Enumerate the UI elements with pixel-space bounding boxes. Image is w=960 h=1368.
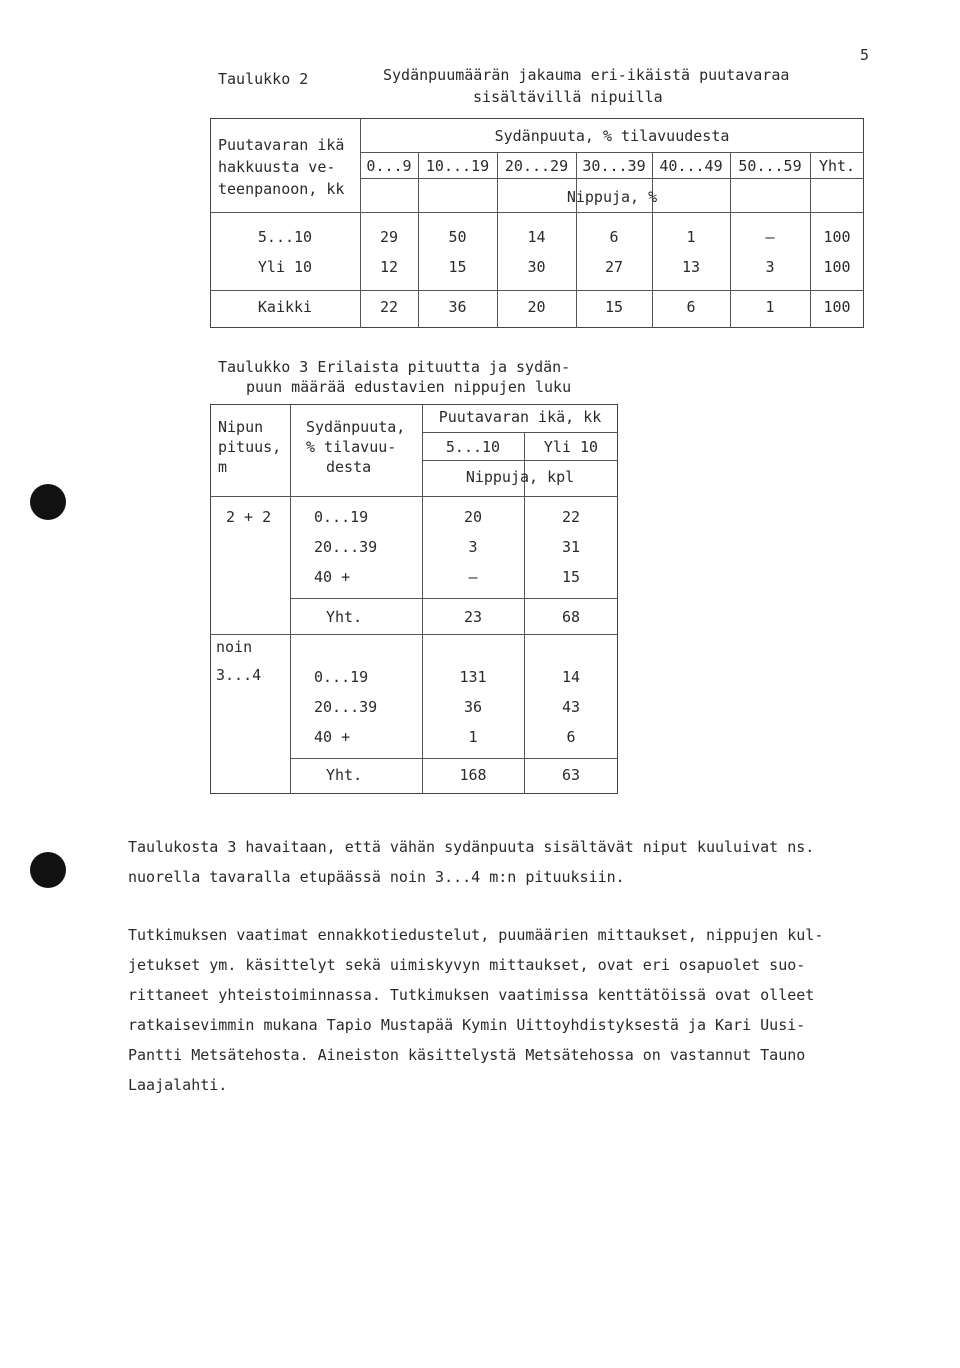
paragraph-1 — [128, 832, 898, 892]
page-number: 5 — [860, 46, 870, 64]
table2-cell: 15 — [448, 258, 467, 276]
table3-cell: 31 — [561, 538, 581, 556]
table2-cell: 22 — [379, 298, 399, 316]
table2-row-label: Kaikki — [257, 298, 313, 316]
table2-cell: 13 — [681, 258, 701, 276]
table2-cell: 6 — [686, 298, 696, 316]
table3-col2-header: % tilavuu- — [306, 438, 397, 456]
paragraph-line: Laajalahti. — [128, 1076, 228, 1094]
table3-col1-header: Nipun — [218, 418, 264, 436]
paragraph-2 — [128, 920, 898, 1100]
table3-heart: 40 + — [314, 728, 351, 746]
table2-cell: 36 — [448, 298, 467, 316]
table2-cell: 100 — [823, 228, 851, 246]
table2-unit-header: Nippuja, % — [566, 188, 658, 206]
table3-heart: 20...39 — [314, 698, 378, 716]
table3-cell: 3 — [468, 538, 478, 556]
table3-heart: 0...19 — [314, 508, 369, 526]
table2-cell: 15 — [604, 298, 624, 316]
table3-total-label: Yht. — [326, 608, 363, 626]
table3-cell: 36 — [463, 698, 483, 716]
table2-cell: 12 — [379, 258, 399, 276]
table3-cell: 43 — [561, 698, 581, 716]
table3-sub-header: 5...10 — [445, 438, 501, 456]
punch-hole — [30, 852, 66, 888]
table3-col2-header: desta — [326, 458, 372, 476]
paragraph-line: Pantti Metsätehosta. Aineiston käsittelystä Metsätehossa on vastannut Tauno — [128, 1046, 806, 1064]
table2-cell: 1 — [686, 228, 696, 246]
table2-col-header: 40...49 — [659, 157, 723, 175]
table3-cell: 1 — [468, 728, 478, 746]
table3-col2-header: Sydänpuuta, — [306, 418, 406, 436]
table3-heart: 20...39 — [314, 538, 378, 556]
table3-cell: 15 — [561, 568, 581, 586]
table2-rowhead: Puutavaran ikä — [218, 136, 345, 154]
table3-total: 23 — [463, 608, 483, 626]
table3-total: 68 — [561, 608, 581, 626]
paragraph-line: Tutkimuksen vaatimat ennakkotiedustelut, puumäärien mittaukset, nippujen kul- — [128, 926, 824, 944]
table2-rowhead: teenpanoon, kk — [218, 180, 345, 198]
table2-col-header: 30...39 — [582, 157, 646, 175]
paragraph-line: rittaneet yhteistoiminnassa. Tutkimuksen vaatimissa kenttätöissä ovat olleet — [128, 986, 815, 1004]
table3-cell: 6 — [566, 728, 576, 746]
table2-col-header: Yht. — [818, 157, 856, 175]
table3-col1-header: pituus, — [218, 438, 282, 456]
table3-title: Taulukko 3 Erilaista pituutta ja sydän- — [218, 358, 571, 376]
table3-cell: 131 — [459, 668, 487, 686]
table3-group-header: Puutavaran ikä, kk — [438, 408, 602, 426]
table2-cell: 29 — [379, 228, 399, 246]
table2-cell: 14 — [527, 228, 546, 246]
table3-cell: 22 — [561, 508, 581, 526]
table3-length: 2 + 2 — [226, 508, 272, 526]
table2-cell: 20 — [527, 298, 546, 316]
table2-col-header: 0...9 — [366, 157, 412, 175]
table3-length: 3...4 — [216, 666, 262, 684]
table2-cell: – — [765, 228, 775, 246]
table3-total: 63 — [561, 766, 581, 784]
table3-cell: 14 — [561, 668, 581, 686]
table2-col-header: 10...19 — [425, 157, 490, 175]
table2-cell: 100 — [823, 298, 851, 316]
table2-title-line2: sisältävillä nipuilla — [473, 88, 663, 106]
table3-unit-header: Nippuja, kpl — [465, 468, 575, 486]
table2-col-header: 50...59 — [738, 157, 802, 175]
table2-cell: 1 — [765, 298, 775, 316]
table3-col1-header: m — [218, 458, 228, 476]
table2-label: Taulukko 2 — [218, 70, 309, 88]
table2-row-label: 5...10 — [257, 228, 313, 246]
table3-heart: 40 + — [314, 568, 351, 586]
table3-length: noin — [216, 638, 253, 656]
table2-cell: 6 — [609, 228, 619, 246]
table3-total: 168 — [459, 766, 487, 784]
table3-title-line2: puun määrää edustavien nippujen luku — [246, 378, 572, 396]
paragraph-line: jetukset ym. käsittelyt sekä uimiskyvyn mittaukset, ovat eri osapuolet suo- — [128, 956, 806, 974]
table2-cell: 100 — [823, 258, 851, 276]
table2-col-header: 20...29 — [504, 157, 569, 175]
table3-heart: 0...19 — [314, 668, 369, 686]
table2-group-header: Sydänpuuta, % tilavuudesta — [494, 127, 730, 145]
table3-total-label: Yht. — [326, 766, 363, 784]
table2-cell: 3 — [765, 258, 775, 276]
paragraph-line: nuorella tavaralla etupäässä noin 3...4 m:n pituuksiin. — [128, 868, 625, 886]
table2-title: Sydänpuumäärän jakauma eri-ikäistä puutavaraa — [383, 66, 790, 84]
table3-sub-header: Yli 10 — [543, 438, 599, 456]
table2-rowhead: hakkuusta ve- — [218, 158, 336, 176]
table2-cell: 27 — [604, 258, 624, 276]
paragraph-line: ratkaisevimmin mukana Tapio Mustapää Kymin Uittoyhdistyksestä ja Kari Uusi- — [128, 1016, 806, 1034]
table2-cell: 50 — [448, 228, 467, 246]
table2-row-label: Yli 10 — [257, 258, 313, 276]
table3-cell: 20 — [463, 508, 483, 526]
punch-hole — [30, 484, 66, 520]
table2-cell: 30 — [527, 258, 546, 276]
table3-cell: – — [468, 568, 478, 586]
paragraph-line: Taulukosta 3 havaitaan, että vähän sydänpuuta sisältävät niput kuuluivat ns. — [128, 838, 815, 856]
